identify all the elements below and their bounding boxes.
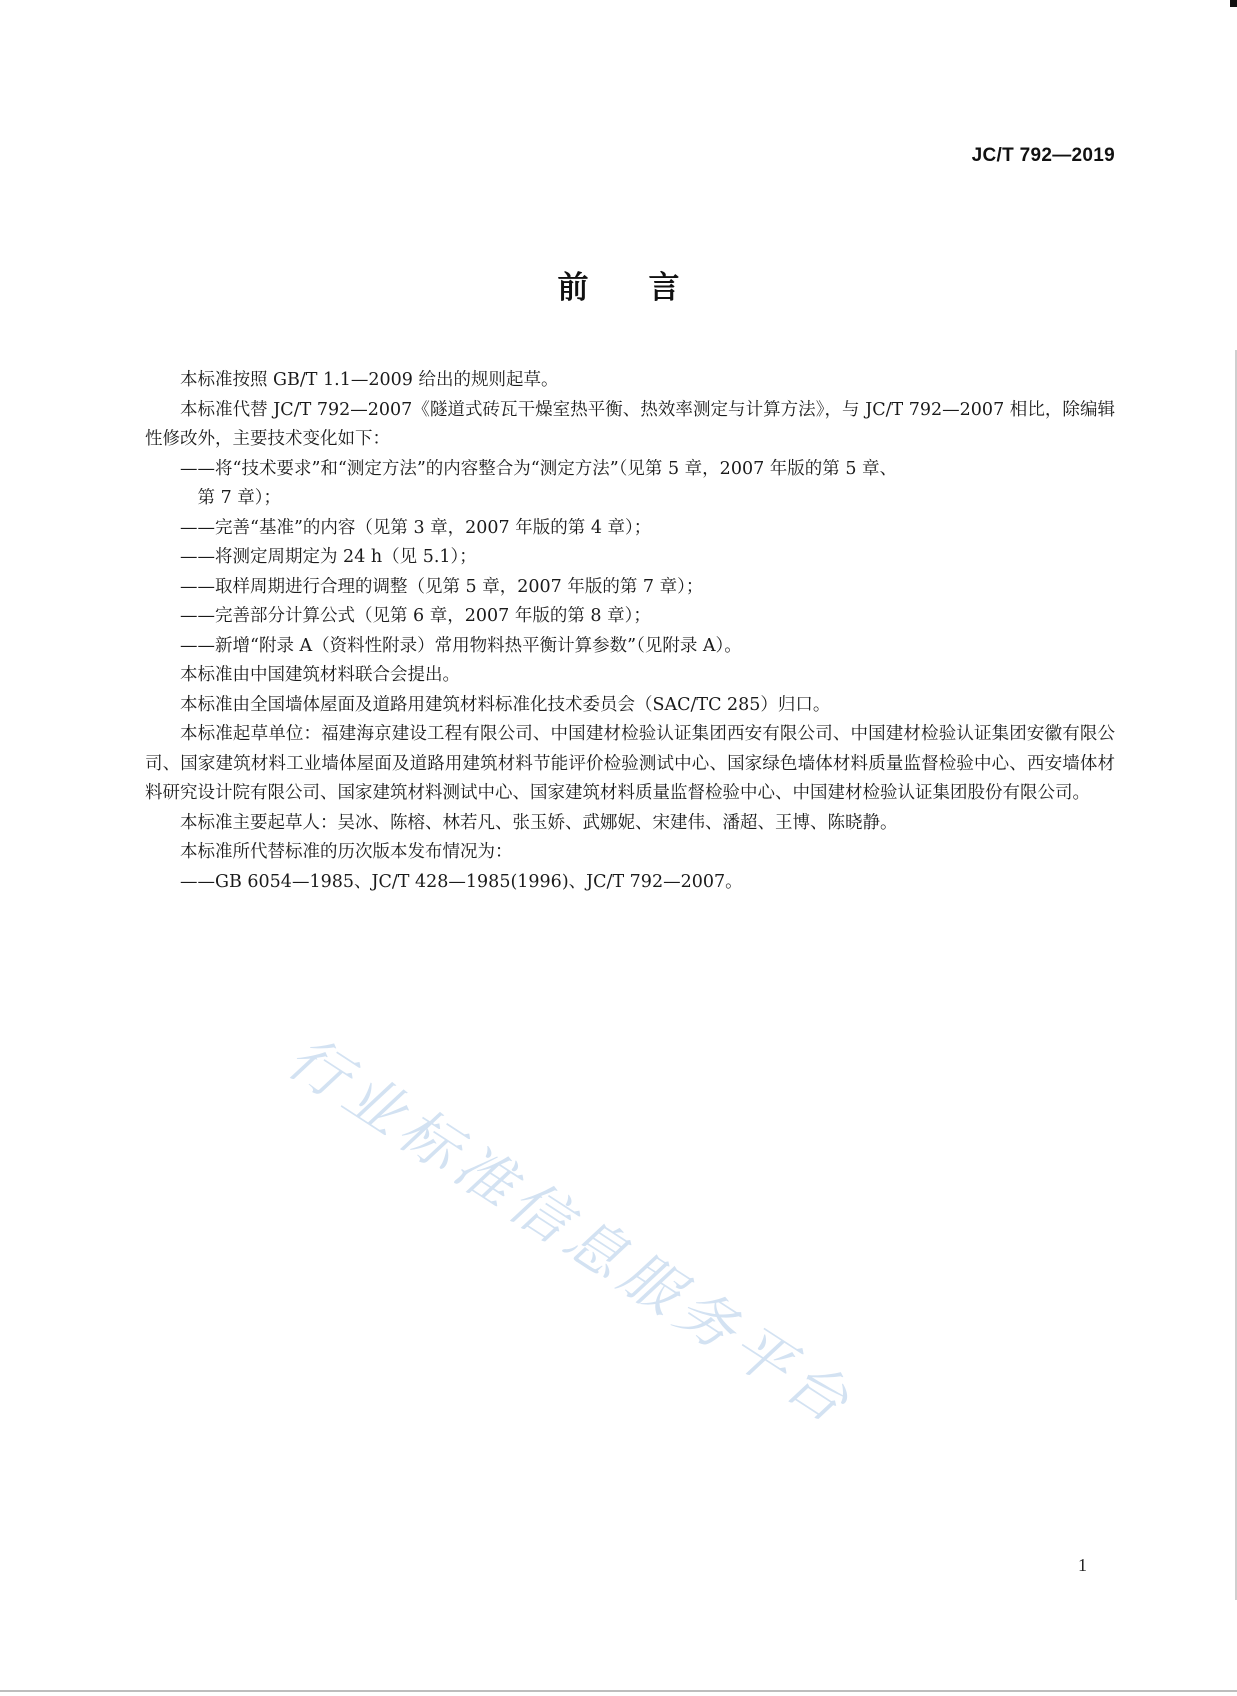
scan-edge-bottom bbox=[0, 1690, 1237, 1692]
page-title bbox=[0, 262, 1237, 307]
paragraph-committee: 本标准由全国墙体屋面及道路用建筑材料标准化技术委员会（SAC/TC 285）归口。 bbox=[180, 694, 831, 715]
title-char-1: 前 bbox=[557, 270, 589, 306]
paragraph-proposer: 本标准由中国建筑材料联合会提出。 bbox=[180, 665, 460, 685]
change-item-5: ——完善部分计算公式（见第 6 章，2007 年版的第 8 章）； bbox=[180, 606, 651, 626]
page-number: 1 bbox=[1078, 1555, 1087, 1575]
scan-corner-mark bbox=[1230, 0, 1237, 7]
paragraph-replacement: 本标准代替 JC/T 792—2007《隧道式砖瓦干燥室热平衡、热效率测定与计算方法》，与 JC/T 792—2007 相比，除编辑性修改外，主要技术变化如下： bbox=[145, 399, 1115, 449]
paragraph-drafting-units: 本标准起草单位：福建海京建设工程有限公司、中国建材检验认证集团西安有限公司、中国建材检验认证集团安徽有限公司、国家建筑材料工业墙体屋面及道路用建筑材料节能评价检验测试中心、国家绿色墙体材料质量监督检验中心、西安墙体材料研究设计院有限公司、国家建筑材料测试中心、国家建筑材料质量监督检验中心、中国建材检验认证集团股份有限公司。 bbox=[145, 724, 1115, 803]
foreword-body bbox=[145, 366, 1115, 897]
document-code: JC/T 792—2019 bbox=[971, 145, 1115, 166]
change-item-6: ——新增“附录 A（资料性附录）常用物料热平衡计算参数”（见附录 A）。 bbox=[180, 635, 742, 656]
watermark: 行业标准信息服务平台 bbox=[275, 1022, 867, 1440]
change-item-2: ——完善“基准”的内容（见第 3 章，2007 年版的第 4 章）； bbox=[180, 517, 652, 538]
change-item-4: ——取样周期进行合理的调整（见第 5 章，2007 年版的第 7 章）； bbox=[180, 576, 704, 597]
paragraph-history: 本标准所代替标准的历次版本发布情况为： bbox=[180, 842, 513, 862]
title-char-2: 言 bbox=[648, 270, 680, 306]
paragraph-drafters: 本标准主要起草人：吴冰、陈榕、林若凡、张玉娇、武娜妮、宋建伟、潘超、王博、陈晓静。 bbox=[180, 812, 898, 833]
history-item: ——GB 6054—1985、JC/T 428—1985(1996)、JC/T 792—2007。 bbox=[180, 871, 743, 892]
change-item-1: ——将“技术要求”和“测定方法”的内容整合为“测定方法”（见第 5 章，2007 年版的第 5 章、 bbox=[180, 458, 898, 479]
change-item-3: ——将测定周期定为 24 h（见 5.1）； bbox=[180, 547, 477, 567]
paragraph-drafting-rules: 本标准按照 GB/T 1.1—2009 给出的规则起草。 bbox=[180, 370, 559, 390]
change-item-1-continued: 第 7 章）； bbox=[197, 488, 282, 508]
